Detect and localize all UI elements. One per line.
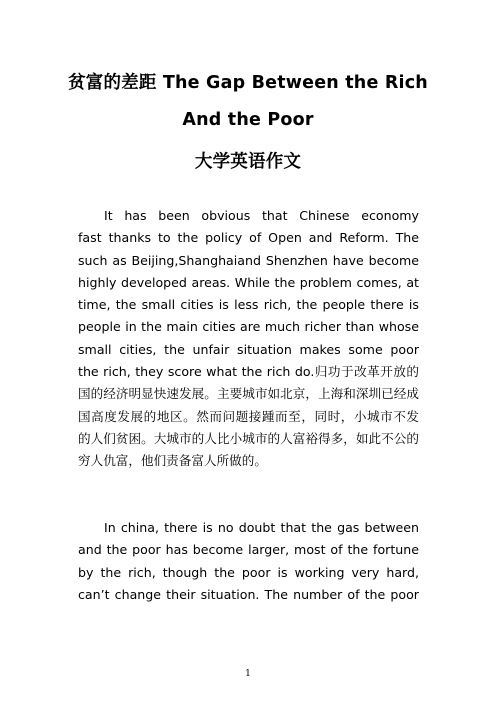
- paragraph-line: fast thanks to the policy of Open and Reform. The: [78, 230, 419, 246]
- paragraph-line: 国高度发展的地区。然而问题接踵而至，同时，小城市不发: [78, 408, 419, 424]
- paragraph-line: small cities, the unfair situation makes some poor: [78, 341, 419, 357]
- paragraph-line: and the poor has become larger, most of the fortune: [78, 542, 419, 558]
- paragraph-1: [78, 205, 419, 473]
- paragraph-line: 国的经济明显快速发展。主要城市如北京，上海和深圳已经成: [78, 386, 419, 402]
- paragraph-line: It has been obvious that Chinese economy: [104, 208, 419, 223]
- title-line-1: 贫富的差距 The Gap Between the Rich: [68, 73, 428, 93]
- paragraph-line: 的人们贫困。大城市的人比小城市的人富裕得多，如此不公的: [78, 430, 419, 446]
- paragraph-line: time, the small cities is less rich, the people there is: [78, 297, 419, 313]
- title-line-3: 大学英语作文: [194, 152, 302, 172]
- paragraph-line: In china, there is no doubt that the gas between: [104, 520, 419, 535]
- page-number: 1: [245, 669, 251, 679]
- paragraph-line: the rich, they score what the rich do.归功于改革开放的: [78, 364, 419, 380]
- title-line-2: And the Poor: [182, 110, 314, 130]
- paragraph-line: can’t change their situation. The number of the poor: [78, 586, 419, 602]
- paragraph-2: [78, 517, 419, 606]
- paragraph-line: by the rich, though the poor is working very hard,: [78, 564, 419, 580]
- paragraph-line: highly developed areas. While the problem comes, at: [78, 274, 419, 290]
- paragraph-line: people in the main cities are much richer than whose: [78, 319, 419, 335]
- paragraph-line: 穷人仇富，他们责备富人所做的。: [78, 453, 267, 469]
- paragraph-line: such as Beijing,Shanghaiand Shenzhen have become: [78, 252, 419, 268]
